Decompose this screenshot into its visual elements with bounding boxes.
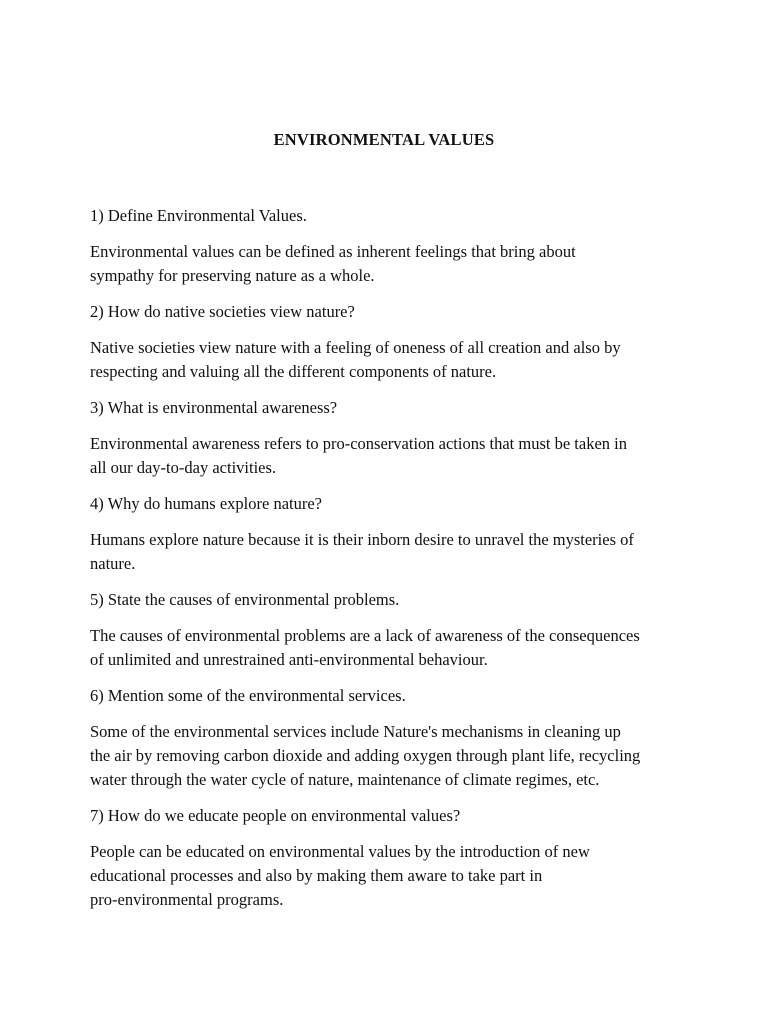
answer-line: all our day-to-day activities. [90, 458, 277, 477]
answer-5 [90, 624, 690, 672]
question-7: 7) How do we educate people on environmental values? [90, 806, 461, 825]
question-2: 2) How do native societies view nature? [90, 302, 355, 321]
qa-list [90, 204, 690, 924]
question-1: 1) Define Environmental Values. [90, 206, 307, 225]
answer-line: respecting and valuing all the different components of nature. [90, 362, 497, 381]
answer-line: Environmental awareness refers to pro-conservation actions that must be taken in [90, 434, 627, 453]
answer-4 [90, 528, 690, 576]
answer-line: educational processes and also by making them aware to take part in [90, 866, 543, 885]
qa-item [90, 204, 690, 288]
answer-line: The causes of environmental problems are a lack of awareness of the consequences [90, 626, 640, 645]
answer-2 [90, 336, 690, 384]
qa-item [90, 492, 690, 576]
answer-line: People can be educated on environmental values by the introduction of new [90, 842, 590, 861]
qa-item [90, 300, 690, 384]
answer-line: of unlimited and unrestrained anti-environmental behaviour. [90, 650, 488, 669]
question-6: 6) Mention some of the environmental services. [90, 686, 406, 705]
answer-line: nature. [90, 554, 136, 573]
answer-line: sympathy for preserving nature as a whole. [90, 266, 375, 285]
question-5: 5) State the causes of environmental problems. [90, 590, 400, 609]
answer-line: water through the water cycle of nature, maintenance of climate regimes, etc. [90, 770, 600, 789]
question-3: 3) What is environmental awareness? [90, 398, 338, 417]
qa-item [90, 588, 690, 672]
answer-line: Humans explore nature because it is their inborn desire to unravel the mysteries of [90, 530, 634, 549]
qa-item [90, 396, 690, 480]
answer-6 [90, 720, 690, 792]
answer-line: the air by removing carbon dioxide and adding oxygen through plant life, recycling [90, 746, 641, 765]
qa-item [90, 684, 690, 792]
qa-item [90, 804, 690, 912]
answer-line: Native societies view nature with a feeling of oneness of all creation and also by [90, 338, 621, 357]
answer-line: Some of the environmental services include Nature's mechanisms in cleaning up [90, 722, 621, 741]
question-4: 4) Why do humans explore nature? [90, 494, 322, 513]
answer-3 [90, 432, 690, 480]
document-title: ENVIRONMENTAL VALUES [273, 130, 495, 149]
answer-line: Environmental values can be defined as inherent feelings that bring about [90, 242, 576, 261]
answer-1 [90, 240, 690, 288]
answer-7 [90, 840, 690, 912]
answer-line: pro-environmental programs. [90, 890, 284, 909]
